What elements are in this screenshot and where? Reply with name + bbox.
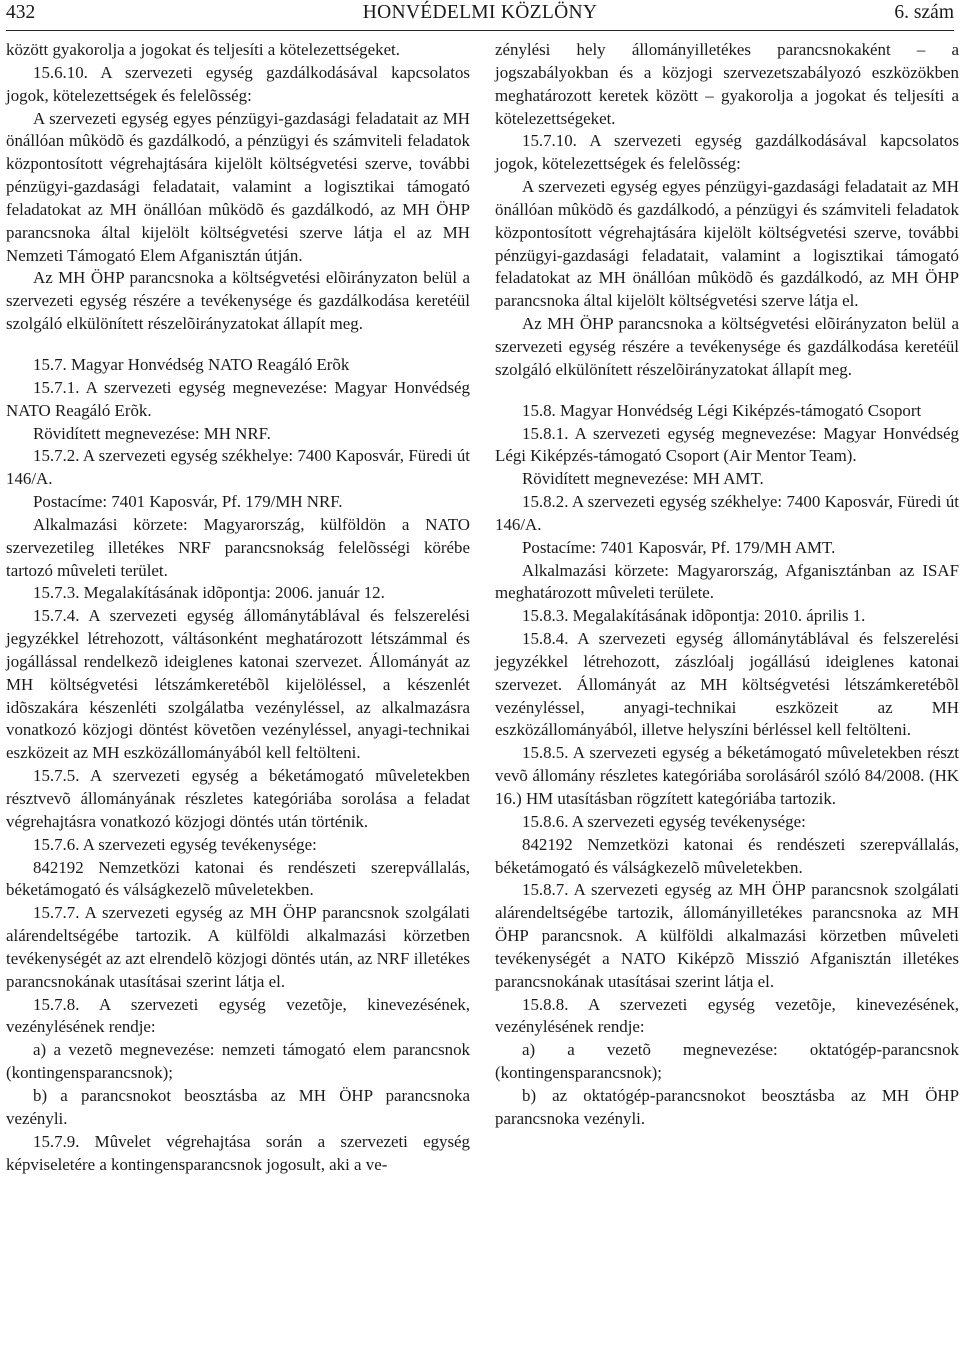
paragraph: Postacíme: 7401 Kaposvár, Pf. 179/MH AMT. <box>522 537 836 557</box>
paragraph: Az MH ÖHP parancsnoka a költségvetési elõirányzaton belül a szervezeti egység részére a tevékenysége és gazdálkodása keretéül szolgáló elkülönített részelõirányzatokat állapít meg. <box>6 268 470 334</box>
paragraph: Rövidített megnevezése: MH AMT. <box>522 469 764 489</box>
paragraph: 15.8.4. A szervezeti egység állománytáblával és felszerelési jegyzékkel létrehozott, zászlóalj jogállású ideiglenes katonai szervezet. Állományát az MH költségvetési létszámkeretébõl vezényléssel, anyagi-technikai eszközeit az MH eszközállományából, illetve helyszíni bérléssel kell feltölteni. <box>495 629 959 740</box>
paragraph: 15.7.5. A szervezeti egység a béketámogató mûveletekben résztvevõ állományának részletes kategóriába sorolása a feladat végrehajtásra vonatkozó közjogi döntés után történik. <box>6 766 470 831</box>
paragraph: 15.8.2. A szervezeti egység székhelye: 7400 Kaposvár, Füredi út 146/A. <box>495 492 959 534</box>
right-column <box>495 39 959 1131</box>
paragraph: között gyakorolja a jogokat és teljesíti a kötelezettségeket. <box>6 40 400 59</box>
paragraph: A szervezeti egység egyes pénzügyi-gazdasági feladatait az MH önállóan mûködõ és gazdálkodó, a pénzügyi és számviteli feladatok központosított végrehajtására kijelölt költségvetési szerve, további pénzügyi-gazdasági feladatait, valamint a logisztikai támogató feladatokat az MH önállóan mûködõ és gazdálkodó, az MH ÖHP parancsnoka által kijelölt költségvetési szerve látja el az MH Nemzeti Támogató Elem Afganisztán útján. <box>6 108 470 265</box>
issue-number: 6. szám <box>894 2 954 23</box>
paragraph: 15.8.6. A szervezeti egység tevékenysége: <box>522 811 806 831</box>
page-header <box>6 0 954 28</box>
page-number: 432 <box>6 2 36 23</box>
paragraph: 15.8. Magyar Honvédség Légi Kiképzés-támogató Csoport <box>522 400 922 420</box>
paragraph: 15.8.1. A szervezeti egység megnevezése: Magyar Honvédség Légi Kiképzés-támogató Csoport (Air Mentor Team). <box>495 423 959 466</box>
header-rule <box>6 30 954 31</box>
left-column <box>6 39 470 1176</box>
paragraph: 842192 Nemzetközi katonai és rendészeti szerepvállalás, béketámogató és válságkezelõ mûveletekben. <box>495 834 959 877</box>
paragraph: Alkalmazási körzete: Magyarország, Afganisztánban az ISAF meghatározott mûveleti területe. <box>495 560 959 603</box>
paragraph: a) a vezetõ megnevezése: nemzeti támogató elem parancsnok (kontingensparancsnok); <box>6 1040 470 1083</box>
paragraph: 15.7.3. Megalakításának idõpontja: 2006. január 12. <box>33 583 385 603</box>
paragraph: Postacíme: 7401 Kaposvár, Pf. 179/MH NRF. <box>33 492 343 512</box>
paragraph: Az MH ÖHP parancsnoka a költségvetési elõirányzaton belül a szervezeti egység részére a tevékenysége és gazdálkodása keretéül szolgáló elkülönített részelõirányzatokat állapít meg. <box>495 314 959 379</box>
paragraph: 15.8.3. Megalakításának idõpontja: 2010. április 1. <box>522 606 866 626</box>
paragraph: 15.7.1. A szervezeti egység megnevezése: Magyar Honvédség NATO Reagáló Erõk. <box>6 377 470 420</box>
paragraph: 15.7.4. A szervezeti egység állománytáblával és felszerelési jegyzékkel létrehozott, váltásonként meghatározott létszámmal és jogállással rendelkezõ ideiglenes katonai szervezet. Állományát az MH költségvetési létszámkeretébõl kijelöléssel, a készenlét idõszakára készenléti szolgálatba vezényléssel, az alkalmazásra vonatkozó közjogi döntést követõen vezényléssel, anyagi-technikai eszközeit az MH eszközállományából kell feltölteni. <box>6 606 470 763</box>
paragraph: 15.7.10. A szervezeti egység gazdálkodásával kapcsolatos jogok, kötelezettségek és felelõsség: <box>495 131 959 174</box>
paragraph: 15.7.6. A szervezeti egység tevékenysége: <box>33 834 317 854</box>
paragraph: 15.7. Magyar Honvédség NATO Reagáló Erõk <box>33 354 350 374</box>
journal-title: HONVÉDELMI KÖZLÖNY <box>362 2 598 23</box>
paragraph: b) az oktatógép-parancsnokot beosztásba az MH ÖHP parancsnoka vezényli. <box>495 1085 959 1128</box>
paragraph: A szervezeti egység egyes pénzügyi-gazdasági feladatait az MH önállóan mûködõ és gazdálkodó, a pénzügyi és számviteli feladatok központosított végrehajtására kijelölt költségvetési szerve, további pénzügyi-gazdasági feladatait, valamint a logisztikai támogató feladatokat az MH önállóan mûködõ és gazdálkodó, az MH ÖHP parancsnoka által kijelölt költségvetési szerve látja el. <box>495 177 959 311</box>
paragraph: a) a vezetõ megnevezése: oktatógép-parancsnok (kontingensparancsnok); <box>495 1040 959 1083</box>
paragraph: b) a parancsnokot beosztásba az MH ÖHP parancsnoka vezényli. <box>6 1085 470 1128</box>
paragraph: zénylési hely állományilletékes parancsnokaként – a jogszabályokban és a közjogi szervezetszabályozó eszközökben meghatározott keretek között – gyakorolja a jogokat és teljesíti a kötelezettségeket. <box>495 40 959 128</box>
paragraph: 15.8.8. A szervezeti egység vezetõje, kinevezésének, vezénylésének rendje: <box>495 994 959 1037</box>
paragraph: 15.7.2. A szervezeti egység székhelye: 7400 Kaposvár, Füredi út 146/A. <box>6 446 470 489</box>
paragraph: 15.8.7. A szervezeti egység az MH ÖHP parancsnok szolgálati alárendeltségébe tartozik, állományilletékes parancsnoka az MH ÖHP parancsnok. A külföldi alkalmazási körzetben mûveleti tevékenységét a NATO Kiképzõ Misszió Afganisztán illetékes parancsnokának utasításai szerint látja el. <box>495 880 959 991</box>
paragraph: 15.7.9. Mûvelet végrehajtása során a szervezeti egység képviseletére a kontingensparancsnok jogosult, aki a ve- <box>6 1131 470 1174</box>
paragraph: 15.8.5. A szervezeti egység a béketámogató mûveletekben részt vevõ állomány részletes kategóriába sorolásáról szóló 84/2008. (HK 16.) HM utasításban rögzített kategóriába tartozik. <box>495 743 959 808</box>
paragraph: 842192 Nemzetközi katonai és rendészeti szerepvállalás, béketámogató és válságkezelõ mûveletekben. <box>6 857 470 900</box>
paragraph: 15.7.8. A szervezeti egység vezetõje, kinevezésének, vezénylésének rendje: <box>6 994 470 1037</box>
paragraph: Alkalmazási körzete: Magyarország, külföldön a NATO szervezetileg illetékes NRF parancsnokság felelõsségi körébe tartozó mûveleti terület. <box>6 514 470 580</box>
paragraph: 15.6.10. A szervezeti egység gazdálkodásával kapcsolatos jogok, kötelezettségek és felelõsség: <box>6 62 470 105</box>
paragraph: 15.7.7. A szervezeti egység az MH ÖHP parancsnok szolgálati alárendeltségébe tartozik. A külföldi alkalmazási körzetben tevékenységét az azt elrendelõ közjogi döntés után, az NRF illetékes parancsnokának utasításai szerint látja el. <box>6 903 470 991</box>
paragraph: Rövidített megnevezése: MH NRF. <box>33 423 271 443</box>
